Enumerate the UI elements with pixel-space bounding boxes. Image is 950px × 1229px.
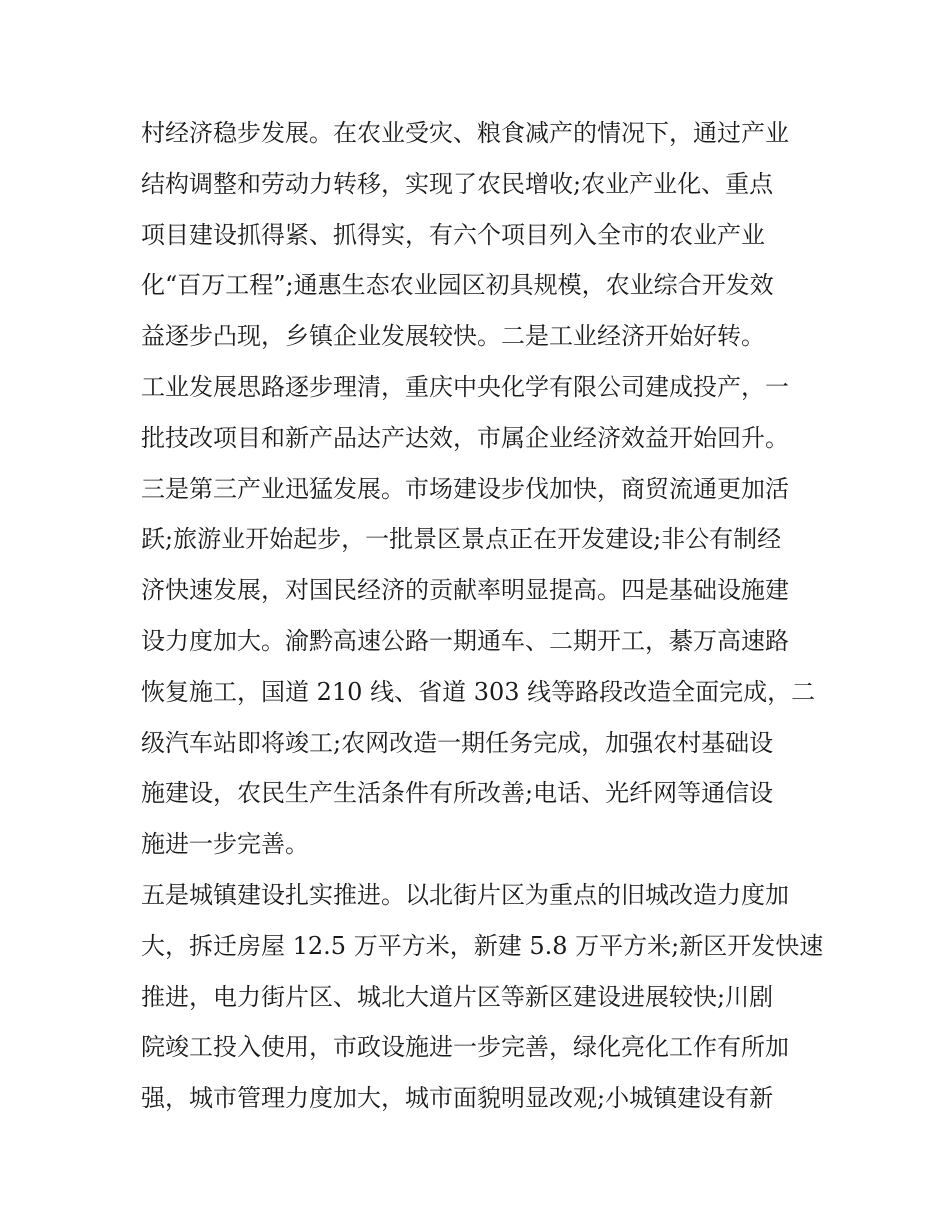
text-line: 五是城镇建设扎实推进。以北街片区为重点的旧城改造力度加	[141, 880, 789, 909]
text-line: 批技改项目和新产品达产达效，市属企业经济效益开始回升。	[141, 423, 789, 452]
body-text	[141, 108, 824, 1124]
text-line: 施进一步完善。	[141, 830, 309, 859]
text-line: 结构调整和劳动力转移，实现了农民增收;农业产业化、重点	[141, 169, 774, 198]
text-line: 强，城市管理力度加大，城市面貌明显改观;小城镇建设有新	[141, 1084, 774, 1113]
text-line: 级汽车站即将竣工;农网改造一期任务完成，加强农村基础设	[141, 728, 774, 757]
text-line: 项目建设抓得紧、抓得实，有六个项目列入全市的农业产业	[141, 220, 765, 249]
text-line: 三是第三产业迅猛发展。市场建设步伐加快，商贸流通更加活	[141, 474, 789, 503]
text-line: 济快速发展，对国民经济的贡献率明显提高。四是基础设施建	[141, 576, 789, 605]
text-line: 推进，电力街片区、城北大道片区等新区建设进展较快;川剧	[141, 982, 774, 1011]
text-line: 工业发展思路逐步理清，重庆中央化学有限公司建成投产，一	[141, 372, 789, 401]
text-line: 益逐步凸现，乡镇企业发展较快。二是工业经济开始好转。	[141, 322, 765, 351]
text-line: 院竣工投入使用，市政设施进一步完善，绿化亮化工作有所加	[141, 1033, 789, 1062]
text-line: 跃;旅游业开始起步，一批景区景点正在开发建设;非公有制经	[141, 525, 782, 554]
text-line: 设力度加大。渝黔高速公路一期通车、二期开工，綦万高速路	[141, 626, 789, 655]
text-line: 化“百万工程”;通惠生态农业园区初具规模，农业综合开发效	[141, 271, 774, 300]
text-line: 大，拆迁房屋 12.5 万平方米，新建 5.8 万平方米;新区开发快速	[141, 931, 824, 960]
text-line: 恢复施工，国道 210 线、省道 303 线等路段改造全面完成，二	[141, 677, 816, 706]
text-line: 施建设，农民生产生活条件有所改善;电话、光纤网等通信设	[141, 779, 774, 808]
text-line: 村经济稳步发展。在农业受灾、粮食减产的情况下，通过产业	[141, 119, 789, 147]
